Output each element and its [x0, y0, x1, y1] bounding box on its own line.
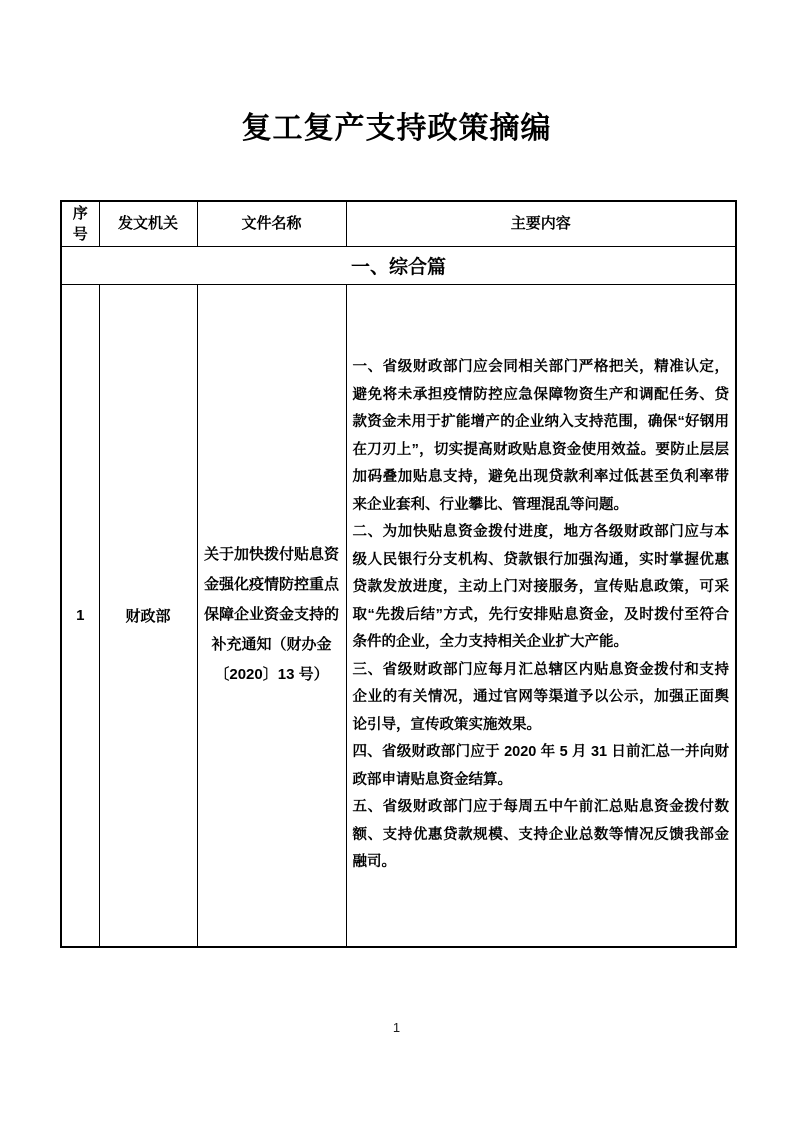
- content-paragraph-2: 二、为加快贴息资金拨付进度，地方各级财政部门应与本级人民银行分支机构、贷款银行加强沟通，实时掌握优惠贷款发放进度，主动上门对接服务，宣传贴息政策，可采取“先拨后结”方式，先行安排贴息资金，及时拨付至符合条件的企业，全力支持相关企业扩大产能。: [352, 524, 729, 650]
- content-paragraph-5: 五、省级财政部门应于每周五中午前汇总贴息资金拨付数额、支持优惠贷款规模、支持企业总数等情况反馈我部金融司。: [352, 799, 729, 870]
- content-paragraph-3: 三、省级财政部门应每月汇总辖区内贴息资金拨付和支持企业的有关情况，通过官网等渠道予以公示，加强正面舆论引导，宣传政策实施效果。: [352, 661, 729, 733]
- policy-table: [60, 200, 737, 948]
- page-number: 1: [392, 1020, 401, 1035]
- table-header-row: [61, 201, 736, 246]
- column-header-serial-number: 序号: [61, 201, 99, 246]
- cell-serial-number: 1: [61, 284, 99, 947]
- cell-issuing-agency: 财政部: [99, 284, 197, 947]
- page-title: 复工复产支持政策摘编: [241, 112, 552, 145]
- section-title: 一、综合篇: [61, 246, 736, 284]
- table-row: [61, 284, 736, 947]
- cell-main-content: [346, 284, 736, 947]
- column-header-issuing-agency: 发文机关: [99, 201, 197, 246]
- content-paragraph-1: 一、省级财政部门应会同相关部门严格把关，精准认定，避免将未承担疫情防控应急保障物资生产和调配任务、贷款资金未用于扩能增产的企业纳入支持范围，确保“好钢用在刀刃上”，切实提高财政贴息资金使用效益。要防止层层加码叠加贴息支持，避免出现贷款利率过低甚至负利率带来企业套利、行业攀比、管理混乱等问题。: [352, 359, 729, 513]
- column-header-document-name: 文件名称: [197, 201, 346, 246]
- section-row: [61, 246, 736, 284]
- content-paragraph-4: 四、省级财政部门应于 2020 年 5 月 31 日前汇总一并向财政部申请贴息资金结算。: [352, 744, 729, 788]
- cell-document-name: 关于加快拨付贴息资金强化疫情防控重点保障企业资金支持的补充通知（财办金〔2020〕13 号）: [197, 284, 346, 947]
- column-header-main-content: 主要内容: [346, 201, 736, 246]
